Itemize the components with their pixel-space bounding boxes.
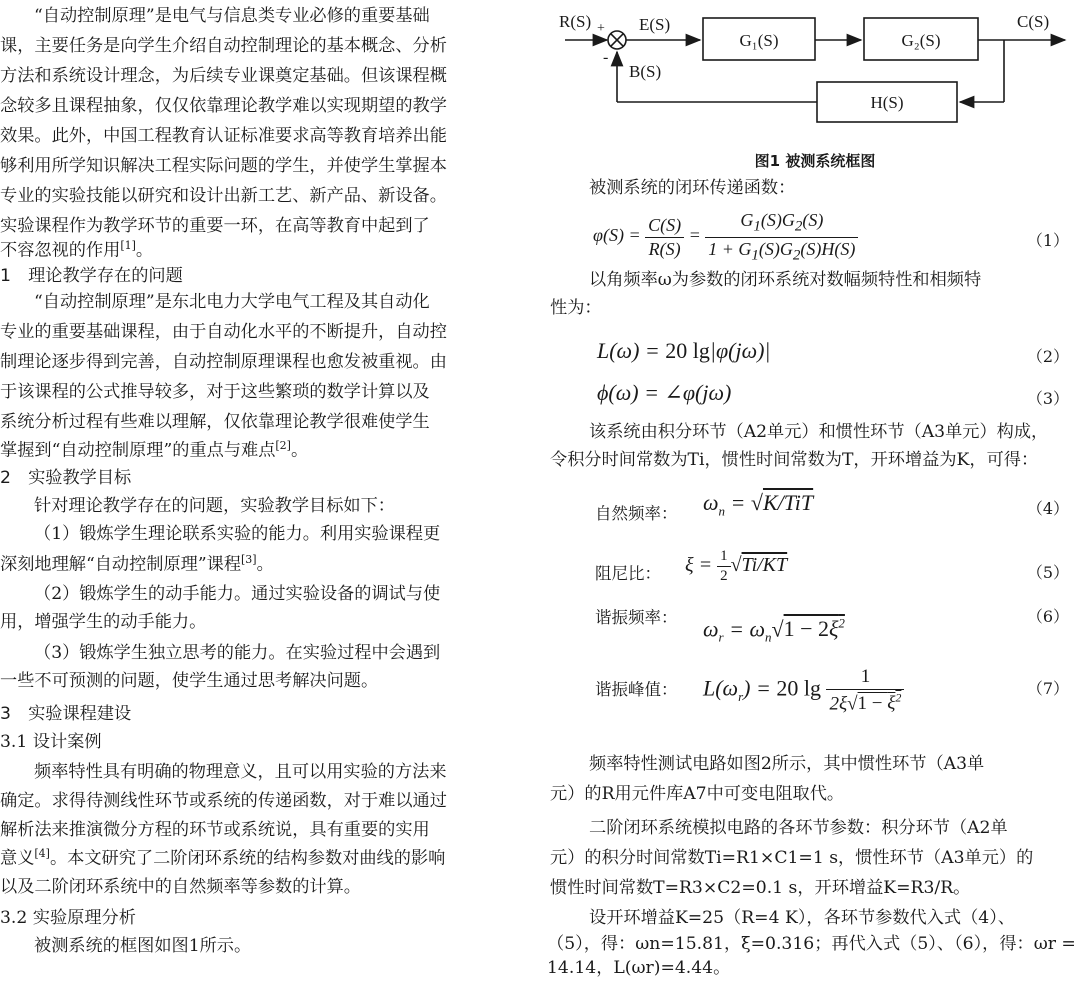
paragraph-line: “自动控制原理”是东北电力大学电气工程及其自动化 xyxy=(34,292,430,312)
block-diagram xyxy=(555,0,1075,140)
figure-caption: 图1 被测系统框图 xyxy=(754,152,876,170)
goal-item: （3）锻炼学生独立思考的能力。在实验过程中会遇到 xyxy=(34,643,441,663)
subsection-heading: 3.1 设计案例 xyxy=(0,732,102,752)
paragraph-line: 性为： xyxy=(550,298,602,318)
paragraph-line: 针对理论教学存在的问题，实验教学目标如下： xyxy=(34,496,395,516)
paragraph-line: 被测系统的框图如图1所示。 xyxy=(34,936,252,956)
equation-label: 谐振峰值： xyxy=(595,680,678,699)
equation-7: 谐振峰值： $L(\omega_r) = 20$ lg $\frac{1}{2\xi√1 - \xi^2}$ （7） xyxy=(595,666,1069,715)
paragraph-line: 以及二阶闭环系统中的自然频率等参数的计算。 xyxy=(0,877,361,897)
paragraph-line: 14.14，L(ωr)=4.44。 xyxy=(547,958,731,978)
paragraph-text: 。本文研究了二阶闭环系统的结构参数对曲线的影响 xyxy=(49,848,446,869)
paragraph-line: 实验课程作为教学环节的重要一环，在高等教育中起到了 xyxy=(0,216,430,236)
paragraph-line: 用，增强学生的动手能力。 xyxy=(0,612,207,632)
plus-sign: + xyxy=(597,21,605,36)
paragraph-line: 深刻地理解“自动控制原理”课程[3]。 xyxy=(0,553,274,575)
subsection-heading: 3.2 实验原理分析 xyxy=(0,908,136,928)
equation-number: （6） xyxy=(1026,607,1069,626)
paragraph-line: 元）的积分时间常数Ti=R1×C1=1 s，惯性环节（A3单元）的 xyxy=(550,848,1034,868)
output-label: C(S) xyxy=(1017,12,1050,31)
paragraph-line: 一些不可预测的问题，使学生通过思考解决问题。 xyxy=(0,671,379,691)
paragraph-line: 设开环增益K=25（R=4 K），各环节参数代入式（4）、 xyxy=(589,908,1015,928)
equation-number: （2） xyxy=(1026,347,1069,366)
h-label: H(S) xyxy=(870,93,904,112)
paragraph-line: 够利用所学知识解决工程实际问题的学生，并使学生掌握本 xyxy=(0,156,447,176)
equation-number: （5） xyxy=(1026,563,1069,582)
equation-number: （4） xyxy=(1026,499,1069,518)
paragraph-line: 方法和系统设计理念，为后续专业课奠定基础。但该课程概 xyxy=(0,66,447,86)
equation-1: φ(S) = $\frac{C(S)}{R(S)}$ = $\frac{G_1(S)G_2(S)}{1 + G_1(S)G_2(S)H(S)}$ （1） xyxy=(593,210,1069,264)
equation-5: 阻尼比： ξ = $\frac{1}{2}$ √Ti/KT （5） xyxy=(595,548,1069,584)
equation-label: 自然频率： xyxy=(595,504,678,523)
paragraph-line: 惯性时间常数T=R3×C2=0.1 s，开环增益K=R3/R。 xyxy=(550,878,971,898)
paragraph-line: 掌握到“自动控制原理”的重点与难点[2]。 xyxy=(0,439,309,461)
paragraph-text: 意义 xyxy=(0,848,35,869)
paragraph-line: 频率特性具有明确的物理意义，且可以用实验的方法来 xyxy=(34,762,447,782)
citation: [1] xyxy=(120,239,136,252)
g2-label: G₂(S) xyxy=(901,31,941,50)
paragraph-line: 频率特性测试电路如图2所示，其中惯性环节（A3单 xyxy=(589,754,985,774)
paragraph-line: 以角频率ω为参数的闭环系统对数幅频特性和相频特 xyxy=(589,270,982,290)
equation-2: L(ω) = 20 lg|φ(jω)| （2） xyxy=(597,338,1069,366)
paragraph-line: 系统分析过程有些难以理解，仅依靠理论教学很难使学生 xyxy=(0,412,430,432)
citation: [2] xyxy=(275,439,291,452)
minus-sign: - xyxy=(603,49,609,66)
citation: [4] xyxy=(34,847,50,860)
equation-3: ϕ(ω) = ∠φ(jω) （3） xyxy=(597,380,1069,408)
paragraph-line: “自动控制原理”是电气与信息类专业必修的重要基础 xyxy=(34,6,430,26)
section-heading: 2 实验教学目标 xyxy=(0,468,132,488)
paragraph-line: 专业的重要基础课程，由于自动化水平的不断提升，自动控 xyxy=(0,322,447,342)
paragraph-text: 掌握到“自动控制原理”的重点与难点 xyxy=(0,440,276,461)
error-label: E(S) xyxy=(639,15,671,34)
equation-number: （1） xyxy=(1026,231,1069,250)
paragraph-text: 不容忽视的作用 xyxy=(0,240,121,261)
equation-label: 谐振频率： xyxy=(595,608,678,627)
g1-label: G₁(S) xyxy=(739,31,779,50)
paragraph-line: 专业的实验技能以研究和设计出新工艺、新产品、新设备。 xyxy=(0,186,447,206)
equation-4: 自然频率： $\omega_n = √K/TiT$ （4） xyxy=(595,490,1069,523)
paragraph-line: 课，主要任务是向学生介绍自动控制理论的基本概念、分析 xyxy=(0,36,447,56)
paragraph-line: 解析法来推演微分方程的环节或系统说，具有重要的实用 xyxy=(0,820,430,840)
equation-6: 谐振频率： $\omega_r = \omega_n√1 - 2\xi^2$ （6） xyxy=(555,604,1075,652)
paragraph-line: 制理论逐步得到完善，自动控制原理课程也愈发被重视。由 xyxy=(0,352,447,372)
paragraph-line: 于该课程的公式推导较多，对于这些繁琐的数学计算以及 xyxy=(0,382,430,402)
citation: [3] xyxy=(241,553,257,566)
paragraph-line: 确定。求得待测线性环节或系统的传递函数，对于难以通过 xyxy=(0,791,447,811)
paragraph-line: 令积分时间常数为Ti，惯性时间常数为T，开环增益为K，可得： xyxy=(550,450,1039,470)
goal-item: （1）锻炼学生理论联系实验的能力。利用实验课程更 xyxy=(34,524,441,544)
paragraph-line: 二阶闭环系统模拟电路的各环节参数：积分环节（A2单 xyxy=(589,818,1008,838)
goal-item: （2）锻炼学生的动手能力。通过实验设备的调试与使 xyxy=(34,584,441,604)
section-heading: 1 理论教学存在的问题 xyxy=(0,266,183,286)
paragraph-line: 被测系统的闭环传递函数： xyxy=(589,178,796,198)
paragraph-line: 效果。此外，中国工程教育认证标准要求高等教育培养出能 xyxy=(0,126,447,146)
equation-label: 阻尼比： xyxy=(595,564,661,583)
paragraph-line: （5），得：ωn=15.81，ξ=0.316；再代入式（5）、（6），得：ωr = xyxy=(547,934,1076,954)
paragraph-line: 元）的R用元件库A7中可变电阻取代。 xyxy=(550,784,845,804)
paragraph-line: 念较多且课程抽象，仅仅依靠理论教学难以实现期望的教学 xyxy=(0,96,447,116)
paragraph-line: 该系统由积分环节（A2单元）和惯性环节（A3单元）构成， xyxy=(589,422,1049,442)
paragraph-line xyxy=(0,848,525,868)
input-label: R(S) xyxy=(559,12,592,31)
equation-number: （7） xyxy=(1026,679,1069,698)
feedback-label: B(S) xyxy=(629,62,662,81)
equation-number: （3） xyxy=(1026,389,1069,408)
paragraph-line: 不容忽视的作用[1]。 xyxy=(0,239,154,261)
section-heading: 3 实验课程建设 xyxy=(0,704,132,724)
paragraph-text: 深刻地理解“自动控制原理”课程 xyxy=(0,554,242,575)
